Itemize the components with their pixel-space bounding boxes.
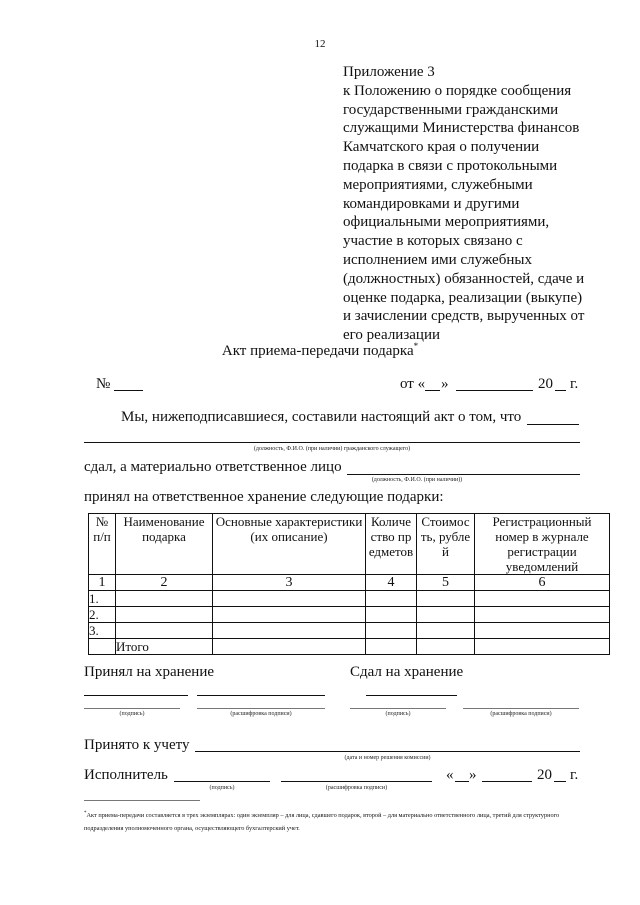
executor-signature-field[interactable]	[174, 781, 270, 782]
date-month-field[interactable]	[456, 390, 533, 391]
row-cell[interactable]	[417, 607, 475, 623]
appendix-line: служащими Министерства финансов	[343, 120, 580, 137]
date-year-prefix: 20	[538, 376, 553, 392]
appendix-line: подарка в связи с протокольными	[343, 157, 558, 174]
table-row	[89, 623, 610, 639]
position-name-field-2[interactable]	[347, 474, 580, 475]
column-number: 5	[417, 575, 475, 591]
row-cell[interactable]	[366, 639, 417, 655]
appendix-line: мероприятиями, служебными	[343, 176, 533, 193]
column-numbers-row	[89, 575, 610, 591]
executor-year-field[interactable]	[554, 781, 566, 782]
intro-text: Мы, нижеподписавшиеся, составили настоящий акт о том, что	[121, 409, 522, 425]
act-number-label: №	[96, 376, 111, 392]
appendix-line: и зачислении средств, вырученных от	[343, 308, 585, 325]
column-number: 6	[475, 575, 610, 591]
row-number: 1.	[89, 591, 116, 607]
executor-label: Исполнитель	[84, 767, 168, 783]
page-number: 12	[314, 38, 326, 50]
handed-signature-field[interactable]	[366, 695, 457, 696]
intro-fill-field[interactable]	[527, 424, 579, 425]
row-number	[89, 639, 116, 655]
table-row	[89, 591, 610, 607]
column-number: 2	[116, 575, 213, 591]
total-label: Итого	[116, 639, 213, 655]
date-close-quote: »	[441, 376, 449, 392]
appendix-line: государственными гражданскими	[343, 101, 559, 118]
table-total-row	[89, 639, 610, 655]
accepted-signature-rule	[84, 708, 180, 709]
header-number: № п/п	[89, 514, 116, 575]
row-number: 3.	[89, 623, 116, 639]
accounting-caption: (дата и номер решения комиссии)	[344, 755, 431, 761]
appendix-line: исполнением ими служебных	[343, 251, 532, 268]
appendix-line: Приложение 3	[343, 64, 435, 80]
position-caption-1: (должность, Ф.И.О. (при наличии) гражданского служащего)	[253, 446, 411, 452]
executor-date-open: «	[446, 767, 454, 783]
accepted-decoding-field[interactable]	[197, 695, 325, 696]
accounting-label: Принято к учету	[84, 737, 190, 753]
date-from-label: от «	[400, 376, 426, 392]
executor-decoding-caption: (расшифровка подписи)	[325, 785, 388, 791]
header-quantity: Количество предметов	[366, 514, 417, 575]
row-cell[interactable]	[475, 623, 610, 639]
row-cell[interactable]	[213, 591, 366, 607]
column-number: 1	[89, 575, 116, 591]
table-row	[89, 607, 610, 623]
accounting-field[interactable]	[195, 751, 580, 752]
appendix-line: его реализации	[343, 327, 440, 344]
accepted-text: принял на ответственное хранение следующие подарки:	[84, 489, 444, 505]
row-cell[interactable]	[366, 591, 417, 607]
row-gift-name[interactable]	[116, 591, 213, 607]
accepted-decoding-rule	[197, 708, 325, 709]
row-cell[interactable]	[417, 591, 475, 607]
header-characteristics: Основные характеристики (их описание)	[213, 514, 366, 575]
appendix-line: (должностных) обязанностей, сдаче и	[343, 270, 585, 287]
executor-date-close: »	[469, 767, 477, 783]
executor-year-prefix: 20	[537, 767, 552, 783]
date-day-field[interactable]	[425, 390, 440, 391]
column-number: 4	[366, 575, 417, 591]
appendix-line: к Положению о порядке сообщения	[343, 82, 572, 99]
handed-decoding-caption: (расшифровка подписи)	[490, 711, 552, 717]
row-cell[interactable]	[213, 639, 366, 655]
appendix-line: участие в которых связано с	[343, 233, 523, 250]
handed-decoding-rule	[463, 708, 579, 709]
row-cell[interactable]	[366, 623, 417, 639]
handed-signature-rule	[350, 708, 446, 709]
gifts-table	[88, 513, 610, 655]
executor-year-suffix: г.	[570, 767, 579, 783]
appendix-line: оценке подарка, реализации (выкупе)	[343, 289, 583, 306]
accepted-signature-field[interactable]	[84, 695, 188, 696]
accepted-signature-caption: (подпись)	[119, 711, 145, 717]
row-cell[interactable]	[417, 623, 475, 639]
footnote-divider	[84, 800, 200, 801]
row-cell[interactable]	[475, 607, 610, 623]
act-number-field[interactable]	[114, 390, 143, 391]
appendix-line: командировками и другими	[343, 195, 520, 212]
handed-signature-caption: (подпись)	[385, 711, 411, 717]
position-name-field-1[interactable]	[84, 442, 580, 443]
executor-month-field[interactable]	[482, 781, 532, 782]
table-header-row	[89, 514, 610, 575]
accepted-storage-label: Принял на хранение	[84, 664, 215, 680]
row-cell[interactable]	[475, 591, 610, 607]
appendix-line: официальными мероприятиями,	[343, 214, 550, 231]
handed-storage-label: Сдал на хранение	[350, 664, 464, 680]
header-cost: Стоимость, рублей	[417, 514, 475, 575]
header-registration-number: Регистрационный номер в журнале регистрации уведомлений	[475, 514, 610, 575]
row-gift-name[interactable]	[116, 623, 213, 639]
row-cell[interactable]	[475, 639, 610, 655]
appendix-header	[343, 63, 603, 345]
footnote-mark: *	[84, 811, 87, 816]
act-title	[0, 341, 640, 360]
row-cell[interactable]	[213, 607, 366, 623]
executor-day-field[interactable]	[455, 781, 469, 782]
row-gift-name[interactable]	[116, 607, 213, 623]
accepted-decoding-caption: (расшифровка подписи)	[230, 711, 292, 717]
footnote	[84, 808, 584, 835]
executor-signature-caption: (подпись)	[209, 785, 235, 791]
row-cell[interactable]	[417, 639, 475, 655]
date-year-suffix: г.	[570, 376, 579, 392]
row-cell[interactable]	[213, 623, 366, 639]
row-number: 2.	[89, 607, 116, 623]
position-caption-2: (должность, Ф.И.О. (при наличии))	[371, 477, 463, 483]
act-title-footnote-mark: *	[413, 341, 419, 351]
column-number: 3	[213, 575, 366, 591]
header-gift-name: Наименование подарка	[116, 514, 213, 575]
executor-decoding-field[interactable]	[281, 781, 432, 782]
handed-text: сдал, а материально ответственное лицо	[84, 459, 342, 475]
appendix-line: Камчатского края о получении	[343, 139, 540, 156]
footnote-text: Акт приема-передачи составляется в трех экземплярах: один экземпляр – для лица, сдавшего подарок, второй – для материально ответственного лица, третий для структурного подразделения уполномоченного органа, осуществляющего бухгалтерский учет.	[84, 812, 560, 832]
date-year-field[interactable]	[555, 390, 566, 391]
row-cell[interactable]	[366, 607, 417, 623]
act-title-text: Акт приема-передачи подарка	[221, 343, 414, 359]
